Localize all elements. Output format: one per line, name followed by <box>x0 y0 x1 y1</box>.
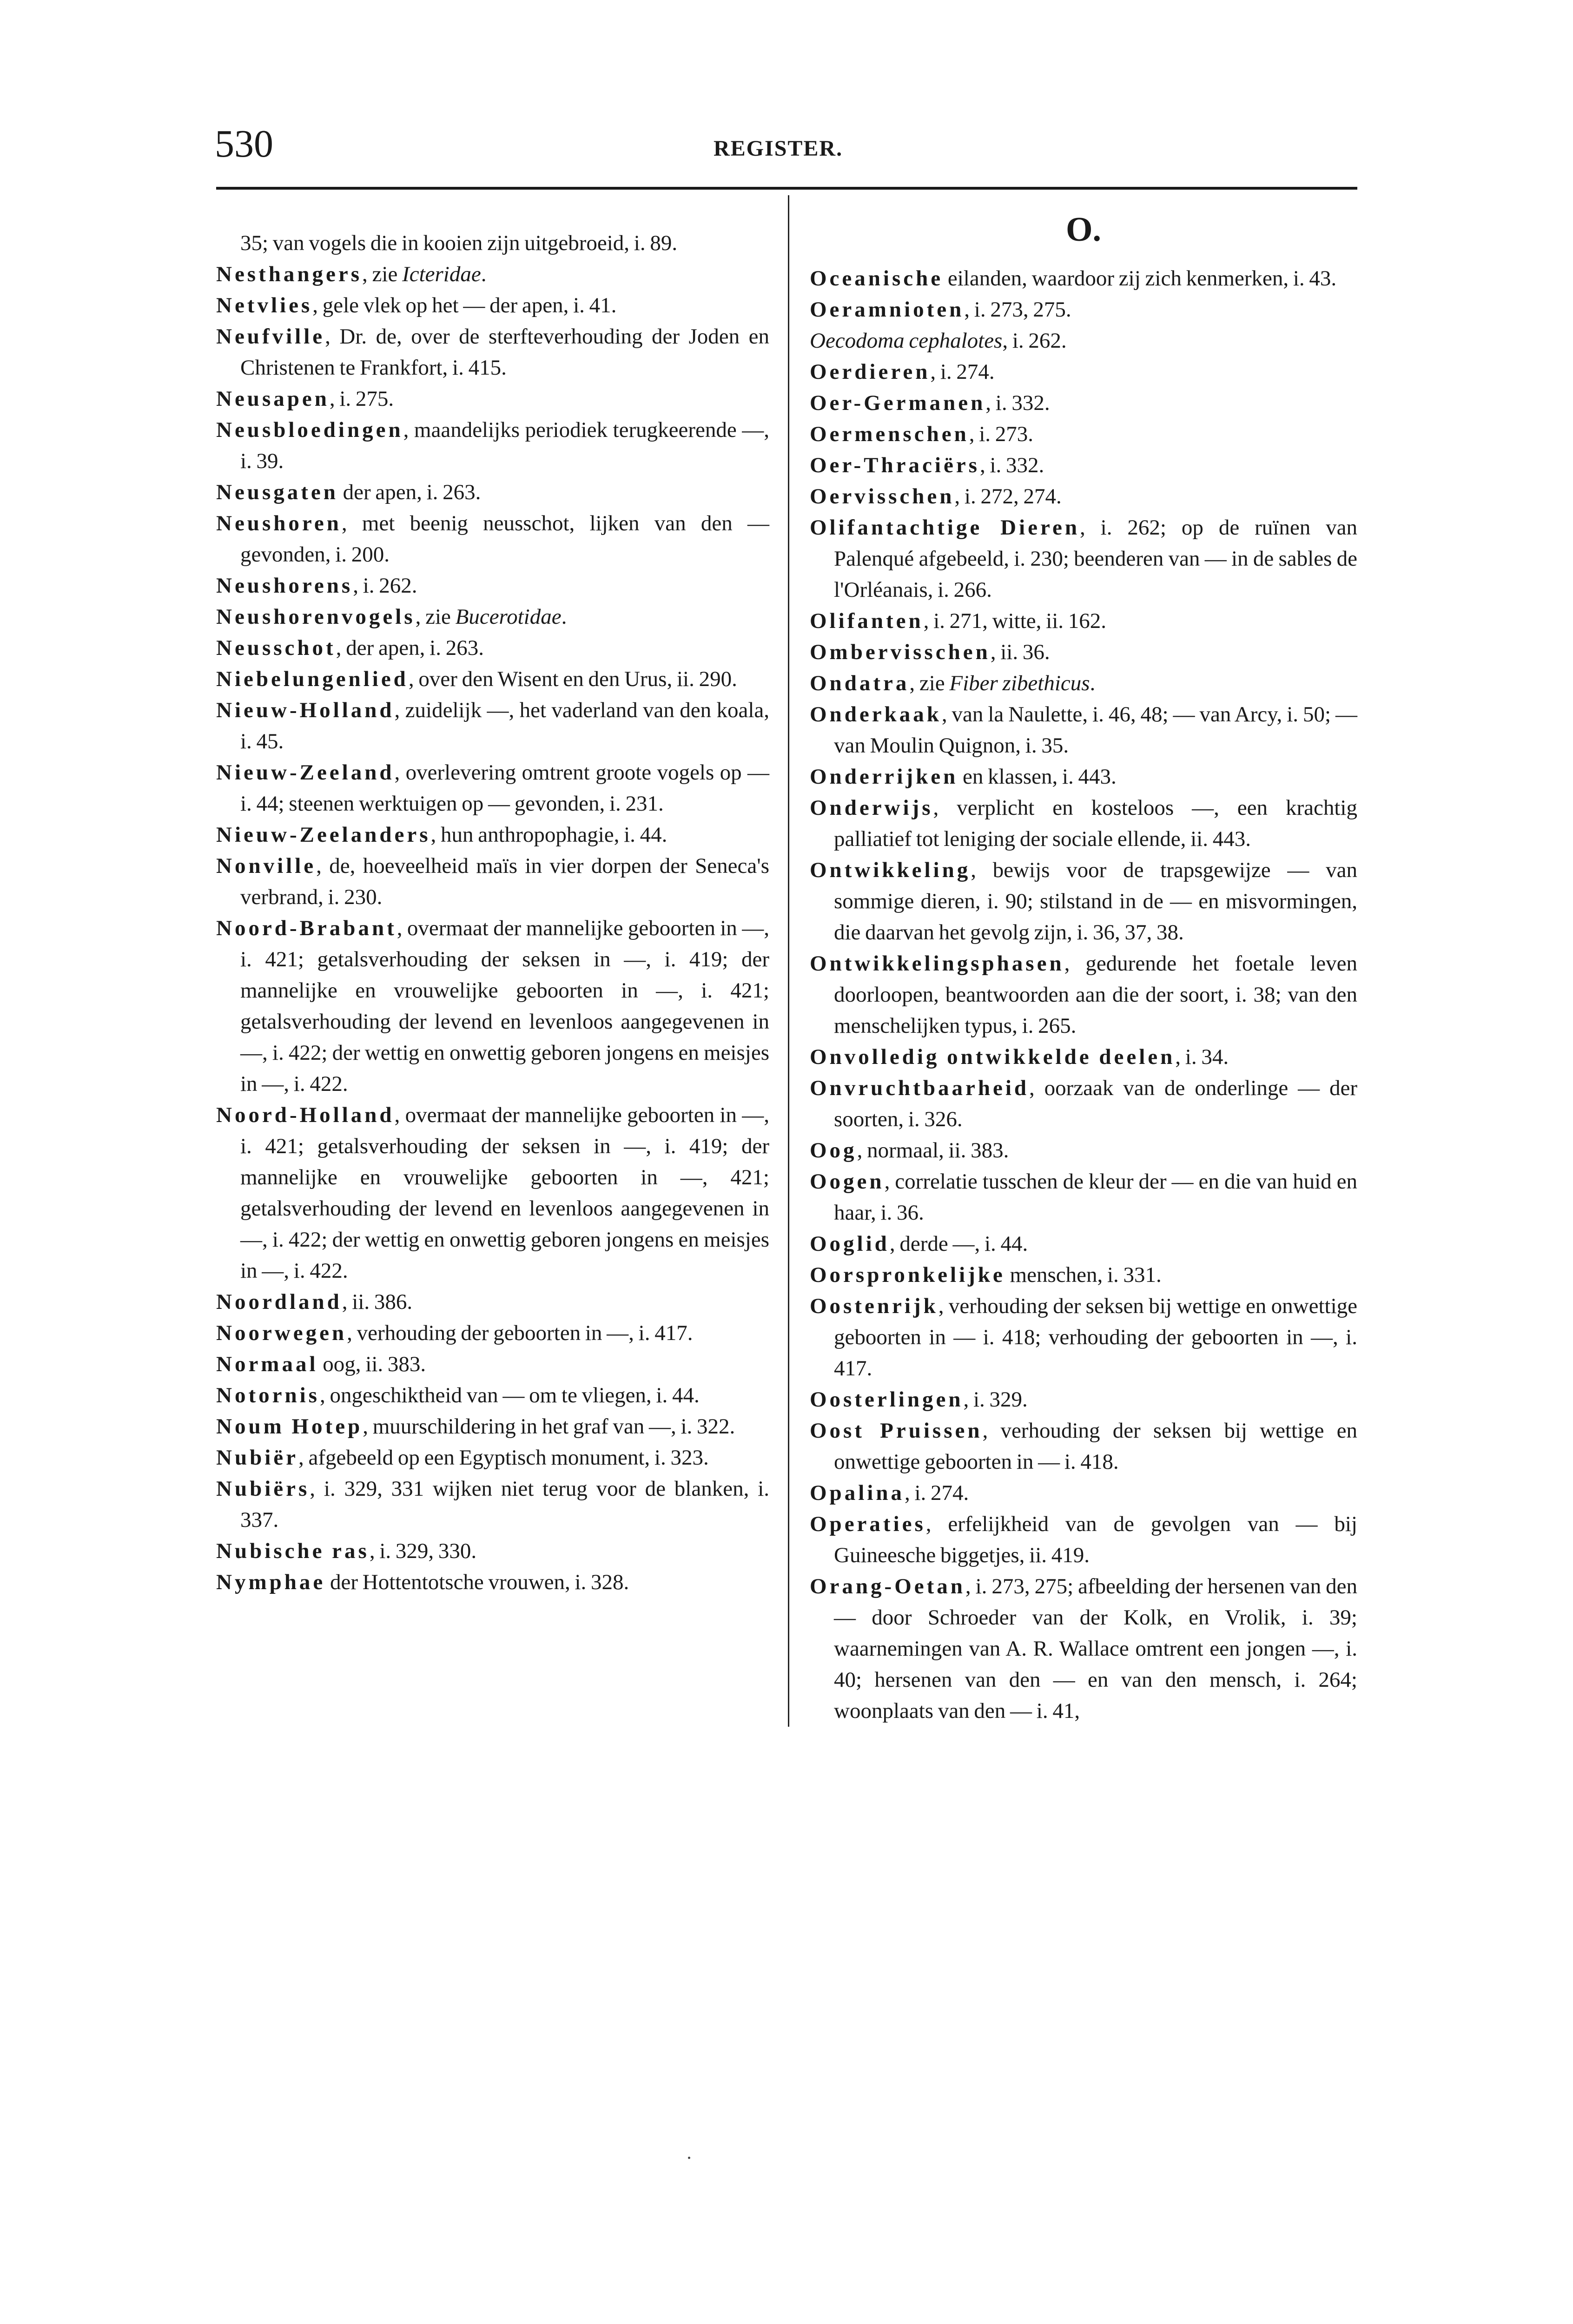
index-entry <box>810 1478 1357 1509</box>
entry-keyword: Neusbloedingen <box>216 418 403 442</box>
entry-text: , verplicht en kosteloos —, een krachtig palliatief tot leniging der sociale ellende, ii. 443. <box>834 796 1357 851</box>
entry-text: , i. 272, 274. <box>954 484 1062 508</box>
index-entry <box>810 761 1357 792</box>
entry-keyword: Onderkaak <box>810 702 942 726</box>
index-entry <box>810 668 1357 699</box>
entry-text: , Dr. de, over de sterfteverhouding der Joden en Christenen te Frankfort, i. 415. <box>240 324 769 380</box>
entry-text: , gele vlek op het — der apen, i. 41. <box>312 293 617 317</box>
index-entry <box>216 1442 769 1473</box>
index-entry <box>216 664 769 695</box>
index-entry <box>216 1318 769 1349</box>
entry-text: , muurschildering in het graf van —, i. 322. <box>363 1414 735 1439</box>
entry-keyword: Noordland <box>216 1290 342 1314</box>
index-entry <box>810 1509 1357 1571</box>
entry-keyword: Oorspronkelijke <box>810 1263 1005 1287</box>
entry-text: , i. 271, witte, ii. 162. <box>923 609 1107 633</box>
index-entry <box>216 1100 769 1287</box>
index-entry <box>216 1411 769 1442</box>
index-entry <box>810 325 1357 357</box>
index-entry <box>216 570 769 601</box>
index-entry <box>216 1349 769 1380</box>
entry-text: , zie <box>909 671 950 695</box>
entry-text: , zuidelijk —, het vaderland van den koala, i. 45. <box>240 698 769 753</box>
entry-text: , i. 274. <box>930 360 995 384</box>
entry-trailing-punctuation: . <box>561 605 567 629</box>
header-rule <box>216 187 1357 190</box>
entry-text: , i. 273, 275. <box>964 297 1071 322</box>
entry-text: en klassen, i. 443. <box>958 765 1117 789</box>
entry-keyword: Ombervisschen <box>810 640 991 664</box>
index-entry <box>810 1260 1357 1291</box>
entry-text: , i. 329, 330. <box>369 1539 477 1563</box>
entry-trailing-punctuation: . <box>481 262 487 286</box>
index-entry <box>810 1415 1357 1478</box>
entry-keyword: Operaties <box>810 1512 926 1536</box>
entry-text: , i. 329. <box>963 1387 1028 1412</box>
index-entry <box>810 1291 1357 1384</box>
right-column-entries <box>810 263 1357 1727</box>
entry-keyword: Nymphae <box>216 1570 326 1594</box>
entry-text: , i. 262. <box>353 574 417 598</box>
entry-keyword: Neusschot <box>216 636 336 660</box>
index-entry <box>216 477 769 508</box>
index-entry <box>216 1287 769 1318</box>
index-entry <box>216 1567 769 1598</box>
entry-text: , afgebeeld op een Egyptisch monument, i. 323. <box>298 1446 709 1470</box>
index-entry <box>810 357 1357 388</box>
entry-keyword: Onvolledig ontwikkelde deelen <box>810 1045 1176 1069</box>
index-entry <box>216 851 769 913</box>
entry-keyword: Oog <box>810 1138 857 1162</box>
entry-keyword: Ontwikkelingsphasen <box>810 951 1064 976</box>
index-entry <box>216 757 769 819</box>
index-entry <box>810 1571 1357 1727</box>
index-entry <box>810 263 1357 294</box>
entry-keyword: Ondatra <box>810 671 910 695</box>
entry-keyword: Nonville <box>216 854 317 878</box>
entry-text: , i. 274. <box>904 1481 969 1505</box>
index-entry <box>216 1380 769 1411</box>
entry-keyword: Ontwikkeling <box>810 858 971 882</box>
entry-keyword: Notornis <box>216 1383 320 1407</box>
entry-text: der apen, i. 263. <box>338 480 481 504</box>
entry-text: , bewijs voor de trapsgewijze — van sommige dieren, i. 90; stilstand in de — en misvormingen, die daarvan het gevolg zijn, i. 36, 37, 38. <box>834 858 1357 944</box>
entry-keyword: Oost Pruissen <box>810 1419 983 1443</box>
left-column <box>216 195 769 1727</box>
entry-text: , hun anthropophagie, i. 44. <box>430 823 668 847</box>
index-entry <box>810 699 1357 761</box>
entry-text: , ii. 386. <box>342 1290 413 1314</box>
index-entry <box>216 819 769 851</box>
index-entry <box>216 415 769 477</box>
entry-keyword: Oer-Thraciërs <box>810 453 980 477</box>
entry-keyword: Olifanten <box>810 609 924 633</box>
index-entry <box>216 695 769 757</box>
entry-keyword: Nieuw-Holland <box>216 698 395 722</box>
entry-keyword: Orang-Oetan <box>810 1574 965 1598</box>
entry-text: , zie <box>415 605 456 629</box>
index-entry <box>810 1042 1357 1073</box>
entry-text: der Hottentotsche vrouwen, i. 328. <box>325 1570 629 1594</box>
two-column-body <box>216 195 1357 1727</box>
index-entry <box>810 792 1357 855</box>
entry-text: , erfelijkheid van de gevolgen van — bij Guineesche biggetjes, ii. 419. <box>834 1512 1357 1567</box>
entry-trailing-punctuation: . <box>1090 671 1096 695</box>
entry-keyword: Normaal <box>216 1352 318 1376</box>
entry-keyword: Neusapen <box>216 387 330 411</box>
index-entry <box>216 228 769 259</box>
entry-keyword: Nubiër <box>216 1446 298 1470</box>
index-entry <box>216 290 769 321</box>
entry-text: 35; van vogels die in kooien zijn uitgebroeid, i. 89. <box>240 231 678 255</box>
column-divider <box>788 195 789 1727</box>
entry-keyword: Oer-Germanen <box>810 391 986 415</box>
entry-keyword: Olifantachtige Dieren <box>810 515 1080 540</box>
entry-text: , gedurende het foetale leven doorloopen, beantwoorden aan die der soort, i. 38; van den menschelijken typus, i. 265. <box>834 951 1357 1038</box>
index-entry <box>810 606 1357 637</box>
entry-keyword: Netvlies <box>216 293 313 317</box>
entry-text: , i. 262. <box>1002 329 1067 353</box>
entry-text: , maandelijks periodiek terugkeerende —, i. 39. <box>240 418 769 473</box>
entry-text: , de, hoeveelheid maïs in vier dorpen der Seneca's verbrand, i. 230. <box>240 854 769 909</box>
entry-text: , over den Wisent en den Urus, ii. 290. <box>408 667 737 691</box>
index-entry <box>810 1228 1357 1260</box>
entry-keyword: Onderrijken <box>810 765 958 789</box>
entry-keyword: Niebelungenlied <box>216 667 409 691</box>
entry-text: , ii. 36. <box>990 640 1050 664</box>
entry-keyword: Oervisschen <box>810 484 955 508</box>
entry-text: , derde —, i. 44. <box>889 1232 1028 1256</box>
index-entry <box>810 1166 1357 1228</box>
index-entry <box>810 948 1357 1042</box>
entry-keyword: Oeramnioten <box>810 297 965 322</box>
index-entry <box>810 294 1357 325</box>
index-entry <box>810 1073 1357 1135</box>
entry-text: menschen, i. 331. <box>1005 1263 1162 1287</box>
entry-keyword: Nieuw-Zeeland <box>216 760 395 785</box>
index-entry <box>810 450 1357 481</box>
entry-text: , normaal, ii. 383. <box>857 1138 1009 1162</box>
entry-text: , zie <box>362 262 403 286</box>
entry-text: , verhouding der geboorten in —, i. 417. <box>347 1321 693 1345</box>
index-entry <box>216 508 769 570</box>
entry-text: , verhouding der seksen bij wettige en onwettige geboorten in — i. 418; verhouding der geboorten in —, i. 417. <box>834 1294 1357 1380</box>
index-entry <box>216 913 769 1100</box>
entry-text: , i. 262; op de ruïnen van Palenqué afgebeeld, i. 230; beenderen van — in de sables de l'Orléanais, i. 266. <box>834 515 1357 602</box>
entry-keyword: Nieuw-Zeelanders <box>216 823 431 847</box>
entry-keyword: Noum Hotep <box>216 1414 363 1439</box>
index-entry <box>216 259 769 290</box>
entry-keyword: Neushorens <box>216 574 353 598</box>
entry-keyword: Ooglid <box>810 1232 890 1256</box>
entry-keyword: Oermenschen <box>810 422 969 446</box>
entry-italic-reference: Icteridae <box>402 262 481 286</box>
entry-keyword: Oostenrijk <box>810 1294 939 1318</box>
index-entry <box>216 321 769 383</box>
running-title: REGISTER. <box>714 136 843 161</box>
index-entry <box>810 512 1357 606</box>
entry-keyword: Noorwegen <box>216 1321 347 1345</box>
entry-keyword: Neushoren <box>216 511 342 535</box>
entry-italic-reference: Fiber zibethicus <box>949 671 1090 695</box>
index-entry <box>810 388 1357 419</box>
entry-text: oog, ii. 383. <box>318 1352 426 1376</box>
index-entry <box>810 1135 1357 1166</box>
index-entry <box>810 419 1357 450</box>
entry-keyword: Nubiërs <box>216 1477 310 1501</box>
entry-keyword: Nesthangers <box>216 262 363 286</box>
index-entry <box>810 481 1357 512</box>
entry-keyword: Noord-Brabant <box>216 916 397 940</box>
section-letter-heading: O. <box>1065 211 1102 249</box>
entry-italic-lead: Oecodoma cephalotes <box>810 329 1003 353</box>
entry-text: , i. 273. <box>969 422 1034 446</box>
index-entry <box>216 383 769 415</box>
entry-text: eilanden, waardoor zij zich kenmerken, i. 43. <box>943 266 1337 290</box>
entry-text: , i. 332. <box>985 391 1050 415</box>
entry-text: , overlevering omtrent groote vogels op — i. 44; steenen werktuigen op — gevonden, i. 231. <box>240 760 769 816</box>
entry-keyword: Oerdieren <box>810 360 931 384</box>
entry-text: , i. 273, 275; afbeelding der hersenen van den — door Schroeder van der Kolk, en Vrolik, i. 39; waarnemingen van A. R. Wallace omtrent een jongen —, i. 40; hersenen van den — en van den mensch, i. 264; woonplaats van den — i. 41, <box>834 1574 1357 1723</box>
entry-text: , overmaat der mannelijke geboorten in —, i. 421; getalsverhouding der seksen in —, i. 419; der mannelijke en vrouwelijke geboorten in —, 421; getalsverhouding der levend en levenloos aangegevenen in —, i. 422; der wettig en onwettig geboren jongens en meisjes in —, i. 422. <box>240 1103 769 1283</box>
entry-keyword: Oosterlingen <box>810 1387 964 1412</box>
entry-text: , correlatie tusschen de kleur der — en die van huid en haar, i. 36. <box>834 1169 1357 1225</box>
entry-text: , overmaat der mannelijke geboorten in —, i. 421; getalsverhouding der seksen in —, i. 419; der mannelijke en vrouwelijke geboorten in —, i. 421; getalsverhouding der levend en levenloos aangegevenen in —, i. 422; der wettig en onwettig geboren jongens en meisjes in —, i. 422. <box>240 916 769 1096</box>
entry-text: , oorzaak van de onderlinge — der soorten, i. 326. <box>834 1076 1357 1131</box>
entry-text: , met beenig neusschot, lijken van den — gevonden, i. 200. <box>240 511 769 567</box>
entry-text: , i. 275. <box>329 387 394 411</box>
entry-keyword: Onvruchtbaarheid <box>810 1076 1030 1100</box>
page-number: 530 <box>215 122 273 165</box>
index-entry <box>216 633 769 664</box>
entry-keyword: Neushorenvogels <box>216 605 416 629</box>
right-column <box>810 195 1357 1727</box>
print-speck <box>688 2157 690 2159</box>
entry-keyword: Neusgaten <box>216 480 338 504</box>
entry-keyword: Oogen <box>810 1169 885 1194</box>
index-entry <box>216 601 769 633</box>
entry-italic-reference: Bucerotidae <box>455 605 562 629</box>
entry-keyword: Oceanische <box>810 266 944 290</box>
entry-keyword: Opalina <box>810 1481 905 1505</box>
entry-keyword: Onderwijs <box>810 796 933 820</box>
index-entry <box>810 637 1357 668</box>
entry-keyword: Neufville <box>216 324 325 349</box>
index-entry <box>810 1384 1357 1415</box>
entry-text: , verhouding der seksen bij wettige en onwettige geboorten in — i. 418. <box>834 1419 1357 1474</box>
page-header <box>215 122 1357 190</box>
entry-text: , i. 34. <box>1175 1045 1229 1069</box>
entry-text: , i. 329, 331 wijken niet terug voor de blanken, i. 337. <box>240 1477 769 1532</box>
entry-keyword: Nubische ras <box>216 1539 370 1563</box>
entry-text: , ongeschiktheid van — om te vliegen, i. 44. <box>319 1383 700 1407</box>
entry-keyword: Noord-Holland <box>216 1103 395 1127</box>
entry-text: , van la Naulette, i. 46, 48; — van Arcy, i. 50; — van Moulin Quignon, i. 35. <box>834 702 1357 758</box>
entry-text: , i. 332. <box>979 453 1044 477</box>
index-entry <box>216 1473 769 1536</box>
index-entry <box>216 1536 769 1567</box>
entry-text: , der apen, i. 263. <box>336 636 484 660</box>
index-entry <box>810 855 1357 948</box>
